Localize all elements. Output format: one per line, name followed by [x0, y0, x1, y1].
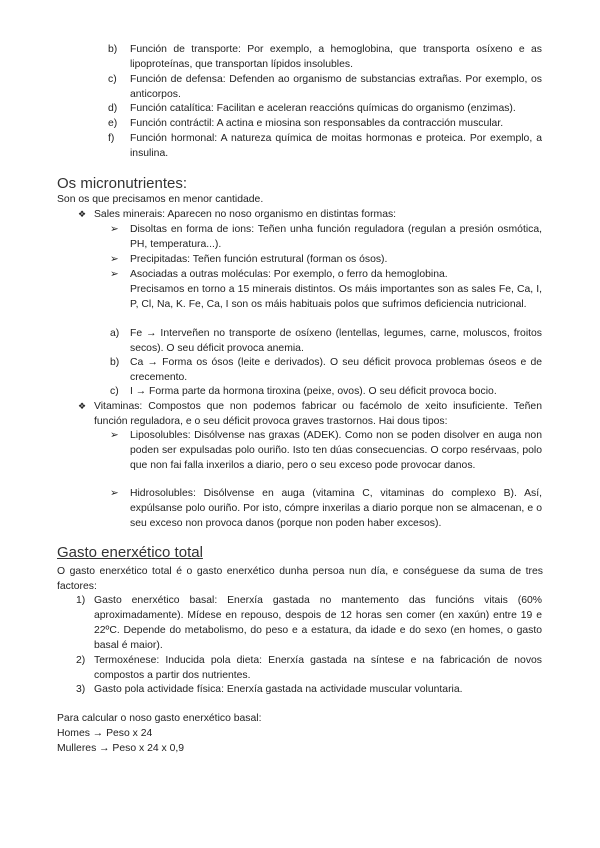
- list-marker: b): [110, 357, 120, 368]
- arrow-bullet-icon: ➢: [110, 430, 119, 441]
- arrow-bullet-icon: ➢: [110, 224, 119, 235]
- list-item: Función contráctil: A actina e miosina son responsables da contracción muscular.: [130, 118, 504, 129]
- section-title-micronutrientes: Os micronutrientes:: [57, 175, 188, 192]
- list-marker: 1): [76, 595, 86, 606]
- bullet-sales-minerais: Sales minerais: Aparecen no noso organismo en distintas formas:: [94, 209, 397, 220]
- bullet-diamond-icon: ❖: [78, 209, 87, 219]
- list-marker: a): [110, 328, 120, 339]
- sub-item: Precipitadas: Teñen función estrutural (forman os ósos).: [130, 254, 388, 265]
- mineral-item-ca: Ca → Forma os ósos (leite e derivados). O seu déficit provoca problemas óseos e de crecemento.: [130, 357, 542, 383]
- factor-item: Gasto pola actividade física: Enerxía gastada na actividade muscular voluntaria.: [94, 684, 463, 695]
- list-marker: c): [108, 74, 117, 85]
- bullet-diamond-icon: ❖: [78, 401, 87, 411]
- list-item: Función catalítica: Facilitan e aceleran reaccións químicas do organismo (enzimas).: [130, 103, 516, 114]
- list-marker: f): [108, 133, 115, 144]
- list-marker: d): [108, 103, 118, 114]
- list-marker: c): [110, 386, 119, 397]
- list-marker: e): [108, 118, 118, 129]
- mineral-item-i: I → Forma parte da hormona tiroxina (peixe, ovos). O seu déficit provoca bocio.: [130, 386, 497, 397]
- sub-item: Asociadas a outras moléculas: Por exemplo, o ferro da hemoglobina.: [130, 269, 448, 280]
- section-intro: Son os que precisamos en menor cantidade.: [57, 194, 264, 205]
- arrow-bullet-icon: ➢: [110, 254, 119, 265]
- arrow-bullet-icon: ➢: [110, 488, 119, 499]
- calc-intro: Para calcular o noso gasto enerxético basal:: [57, 713, 262, 724]
- minerals-note: Precisamos en torno a 15 minerais distintos. Os máis importantes son as sales Fe, Ca, I, P, Cl, Na, K. Fe, Ca, I son os máis habituais polos que sufrimos deficiencia nutricional.: [130, 284, 542, 310]
- list-item: Función de transporte: Por exemplo, a hemoglobina, que transporta osíxeno e as lipoproteínas, que transportan lípidos insolubles.: [130, 44, 542, 70]
- sub-item-hidrosolubles: Hidrosolubles: Disólvense en auga (vitamina C, vitaminas do complexo B). Así, expúlsanse polo ouriño. Por isto, cómpre inxerilas a diario porque non se almacenan, e o seu exceso non provoca danos (porque non poden haber excesos).: [130, 488, 542, 529]
- arrow-bullet-icon: ➢: [110, 269, 119, 280]
- factor-item: Termoxénese: Inducida pola dieta: Enerxía gastada na síntese e na fabricación de novos compostos a partir dos nutrientes.: [94, 655, 542, 681]
- sub-item: Disoltas en forma de ions: Teñen unha función reguladora (regulan a presión osmótica, PH, temperatura...).: [130, 224, 542, 250]
- list-marker: b): [108, 44, 118, 55]
- gasto-intro: O gasto enerxético total é o gasto enerxético dunha persoa nun día, e conséguese da suma de tres factores:: [57, 566, 543, 592]
- section-title-gasto: Gasto enerxético total: [57, 544, 203, 561]
- bullet-vitaminas: Vitaminas: Compostos que non podemos fabricar ou facémolo de xeito insuficiente. Teñen función reguladora, e o seu déficit provoca graves trastornos. Hai dous tipos:: [94, 401, 542, 427]
- formula-mulleres: Mulleres → Peso x 24 x 0,9: [57, 743, 185, 754]
- formula-homes: Homes → Peso x 24: [57, 728, 153, 739]
- list-marker: 2): [76, 655, 86, 666]
- list-item: Función hormonal: A natureza química de moitas hormonas e proteica. Por exemplo, a insulina.: [130, 133, 542, 159]
- sub-item-liposolubles: Liposolubles: Disólvense nas graxas (ADEK). Como non se poden disolver en auga non poden ser expulsadas polo ouriño. Isto ten dúas consecuencias. O corpo resérvaas, polo que non fai falla inxerilos a diario, pero o seu exceso pode provocar danos.: [130, 430, 542, 471]
- mineral-item-fe: Fe → Interveñen no transporte de osíxeno (lentellas, legumes, carne, moluscos, froitos secos). O seu déficit provoca anemia.: [130, 328, 542, 354]
- factor-item: Gasto enerxético basal: Enerxía gastada no mantemento das funcións vitais (60% aproximadamente). Mídese en repouso, despois de 12 horas sen comer (en xaxún) entre 19 e 22ºC. Depende do metabolismo, do peso e a estatura, da idade e do sexo (en homes, o gasto basal é maior).: [94, 595, 542, 651]
- list-marker: 3): [76, 684, 86, 695]
- list-item: Función de defensa: Defenden ao organismo de substancias extrañas. Por exemplo, os anticorpos.: [130, 74, 542, 100]
